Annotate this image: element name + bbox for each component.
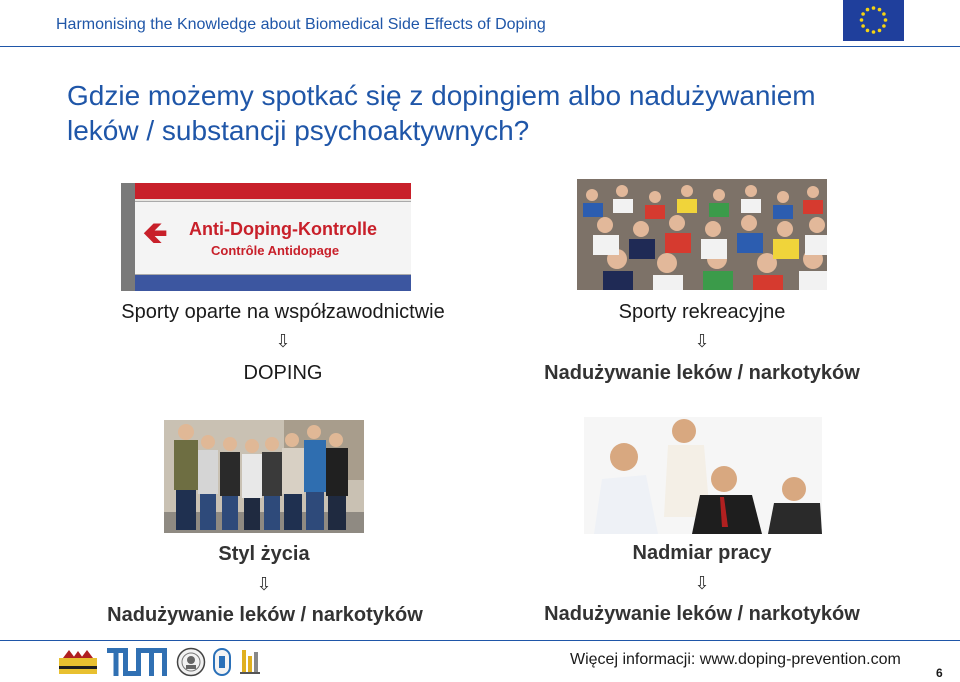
- institute-logo: [212, 648, 232, 676]
- university-crest-logo: [57, 648, 99, 676]
- partner-logo: [238, 648, 262, 676]
- eu-flag-logo: [843, 0, 904, 41]
- anti-doping-sign-photo: [121, 183, 411, 291]
- footer-info-text: Więcej informacji: www.doping-prevention.com: [570, 651, 901, 668]
- sign-sub-text: Contrôle Antidopage: [211, 243, 340, 258]
- footer-divider: [0, 640, 960, 641]
- header-divider: [0, 46, 960, 47]
- young-people-group-photo: [164, 420, 364, 533]
- panel-3-caption: Styl życia: [218, 543, 310, 565]
- slide-heading-line-1: Gdzie możemy spotkać się z dopingiem albo nadużywaniem: [67, 80, 816, 111]
- panel-2-arrow-down-icon: ⇩: [694, 331, 710, 351]
- tum-logo: [107, 648, 167, 676]
- panel-1-result: DOPING: [243, 362, 323, 384]
- page-number: 6: [936, 666, 943, 680]
- sign-main-text: Anti-Doping-Kontrolle: [189, 219, 377, 239]
- panel-3-arrow-down-icon: ⇩: [256, 574, 272, 594]
- panel-1-arrow-down-icon: ⇩: [275, 331, 291, 351]
- office-workers-photo: [584, 417, 822, 534]
- panel-4-arrow-down-icon: ⇩: [694, 573, 710, 593]
- panel-1-caption: Sporty oparte na współzawodnictwie: [121, 301, 445, 323]
- marathon-runners-photo: [577, 179, 827, 290]
- slide-heading: [67, 78, 907, 148]
- header-title: Harmonising the Knowledge about Biomedical Side Effects of Doping: [56, 16, 546, 33]
- panel-4-caption: Nadmiar pracy: [632, 542, 772, 564]
- arrow-left-icon: 🡸: [143, 217, 168, 250]
- panel-4-result: Nadużywanie leków / narkotyków: [544, 603, 860, 625]
- panel-2-result: Nadużywanie leków / narkotyków: [544, 362, 860, 384]
- panel-2-caption: Sporty rekreacyjne: [618, 301, 786, 323]
- slide-heading-line-2: leków / substancji psychoaktywnych?: [67, 115, 530, 146]
- panel-3-result: Nadużywanie leków / narkotyków: [107, 604, 423, 626]
- seal-logo: [176, 647, 206, 677]
